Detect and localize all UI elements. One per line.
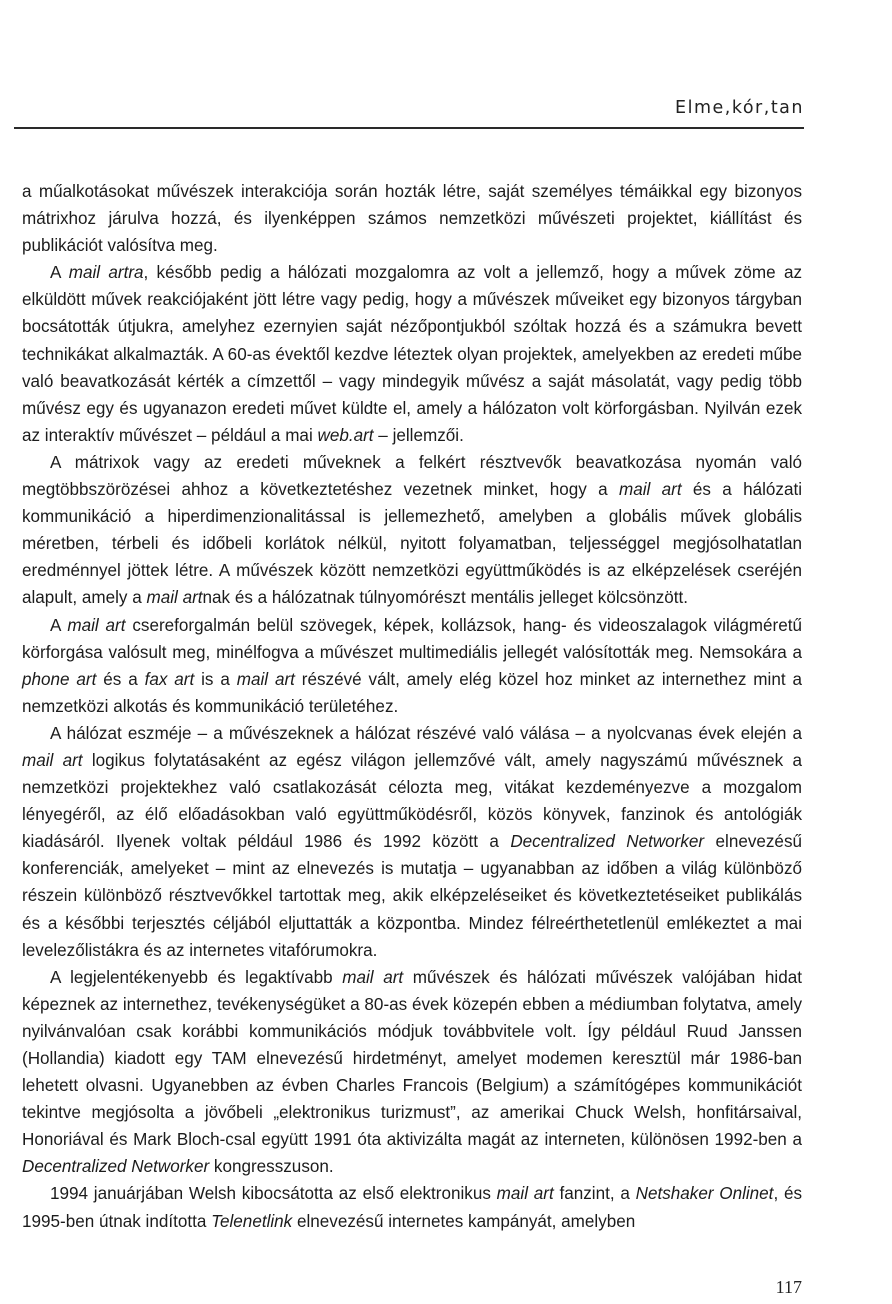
italic-term: Telenetlink bbox=[211, 1211, 293, 1231]
body-text bbox=[22, 178, 802, 1235]
text-run: A mátrixok vagy az eredeti műveknek a felkért résztvevők beavatkozása nyomán való megtöbbszörözései ahhoz a következtetéshez vezetnek minket, hogy a bbox=[22, 452, 802, 500]
italic-term: mail art bbox=[496, 1184, 554, 1204]
italic-term: phone art bbox=[22, 669, 97, 689]
text-run: , később pedig a hálózati mozgalomra az volt a jellemző, hogy a művek zöme az elküldött művek reakciójaként jött létre vagy pedig, hogy a művészek műveiket egy bizonyos tárgyban bocsátották útjukra, amelyhez ezernyien saját nézőpontjukból szóltak hozzá és a számukra bevett technikákat alkalmazták. A 60-as évektől kezdve léteztek olyan projektek, amelyekben az eredeti műbe való beavatkozását kérték a címzettől – vagy mindegyik művész a saját másolatát, vagy pedig több művész egy és ugyanazon eredeti művet küldte el, amely a hálózaton volt körforgásban. Nyilván ezek az interaktív művészet – például a mai bbox=[22, 263, 802, 445]
text-run: A bbox=[50, 615, 68, 635]
text-run: és a bbox=[96, 669, 145, 689]
text-run: logikus folytatásaként az egész világon jellemzővé vált, amely nagyszámú művésznek a nemzetközi projektekhez való csatlakozását célozta meg, vitákat kezdeményezve a mozgalom lényegéről, az élő előadásokban való együttműködésről, közös könyvek, fanzinok és antológiák kiadásáról. Ilyenek voltak például 1986 és 1992 között a bbox=[22, 750, 802, 852]
text-run: is a bbox=[194, 669, 237, 689]
text-run: elnevezésű internetes kampányát, amelyben bbox=[292, 1211, 636, 1231]
italic-term: mail art bbox=[342, 967, 404, 987]
header-rule bbox=[14, 127, 804, 129]
paragraph bbox=[22, 720, 802, 964]
text-run: fanzint, a bbox=[553, 1184, 636, 1204]
italic-term: mail art bbox=[236, 669, 295, 689]
paragraph bbox=[22, 612, 802, 720]
text-run: részévé vált, amely elég közel hoz minket az internethez mint a nemzetközi alkotás és kommunikáció területéhez. bbox=[22, 669, 802, 716]
italic-term: mail art bbox=[67, 615, 126, 635]
page-number: 117 bbox=[775, 1277, 802, 1297]
text-run: , és 1995-ben útnak indította bbox=[22, 1184, 802, 1231]
running-head: Elme,kór,tan bbox=[675, 98, 804, 118]
paragraph bbox=[22, 964, 802, 1181]
paragraph bbox=[22, 178, 802, 259]
text-run: és a hálózati kommunikáció a hiperdimenzionalitással is jellemezhető, amelyben a globális művek globális méretben, térbeli és időbeli korlátok nélkül, nyitott folyamatban, teljességgel megjósolhatatlan eredménnyel jöttek létre. A művészek között nemzetközi együttműködés is az elképzelések cseréjén alapult, amely a bbox=[22, 480, 802, 608]
italic-term: Decentralized Networker bbox=[22, 1157, 210, 1177]
text-run: A legjelentékenyebb és legaktívabb bbox=[50, 967, 343, 987]
text-run: – jellemzői. bbox=[373, 425, 464, 445]
italic-term: Decentralized Networker bbox=[510, 832, 705, 852]
text-run: elnevezésű konferenciák, amelyeket – mint az elnevezés is mutatja – ugyanabban az időben a világ különböző részein különböző résztvevőkkel tartottak meg, akik elképzeléseiket és következtetéseiket publikálás és a későbbi terjesztés céljából eljuttatták a központba. Mindez félreérthetetlenül emlékeztet a mai levelezőlistákra és az internetes vitafórumokra. bbox=[22, 832, 802, 960]
text-run: kongresszuson. bbox=[209, 1157, 334, 1177]
text-run: csereforgalmán belül szövegek, képek, kollázsok, hang- és videoszalagok világméretű körforgása valósult meg, minélfogva a művészet multimediális jellegét valósították meg. Nemsokára a bbox=[22, 615, 802, 662]
italic-term: Netshaker Onlinet bbox=[635, 1184, 774, 1204]
italic-term: fax art bbox=[144, 669, 195, 689]
italic-term: mail artra bbox=[68, 263, 144, 283]
text-run: művészek és hálózati művészek valójában hidat képeznek az internethez, tevékenységüket a 80-as évek közepén ebben a médiumban folytatva, amely nyilvánvalóan csak korábbi kommunikációs módjuk továbbvitele volt. Így például Ruud Janssen (Hollandia) kiadott egy TAM elnevezésű hirdetményt, amelyet modemen keresztül már 1986-ban lehetett olvasni. Ugyanebben az évben Charles Francois (Belgium) a számítógépes kommunikációt tekintve megjósolta a jövőbeli „elektronikus turizmust”, az amerikai Chuck Welsh, honfitársaival, Honoriával és Mark Bloch-csal együtt 1991 óta aktivizálta magát az interneten, különösen 1992-ben a bbox=[22, 967, 802, 1150]
italic-term: mail art bbox=[146, 588, 203, 608]
italic-term: web.art bbox=[317, 425, 374, 445]
italic-term: mail art bbox=[618, 480, 682, 500]
paragraph bbox=[22, 259, 802, 449]
text-run: A hálózat eszméje – a művészeknek a hálózat részévé való válása – a nyolcvanas évek elején a bbox=[50, 723, 802, 743]
text-run: nak és a hálózatnak túlnyomórészt mentális jelleget kölcsönzött. bbox=[202, 588, 689, 608]
paragraph bbox=[22, 1180, 802, 1234]
text-run: 1994 januárjában Welsh kibocsátotta az első elektronikus bbox=[50, 1184, 497, 1204]
italic-term: mail art bbox=[22, 750, 83, 770]
text-run: a műalkotásokat művészek interakciója során hozták létre, saját személyes témáikkal egy bizonyos mátrixhoz járulva hozzá, és ilyenképpen számos nemzetközi művészeti projektet, kiállítást és publikációt valósítva meg. bbox=[22, 182, 802, 256]
text-run: A bbox=[50, 263, 69, 283]
paragraph bbox=[22, 449, 802, 612]
